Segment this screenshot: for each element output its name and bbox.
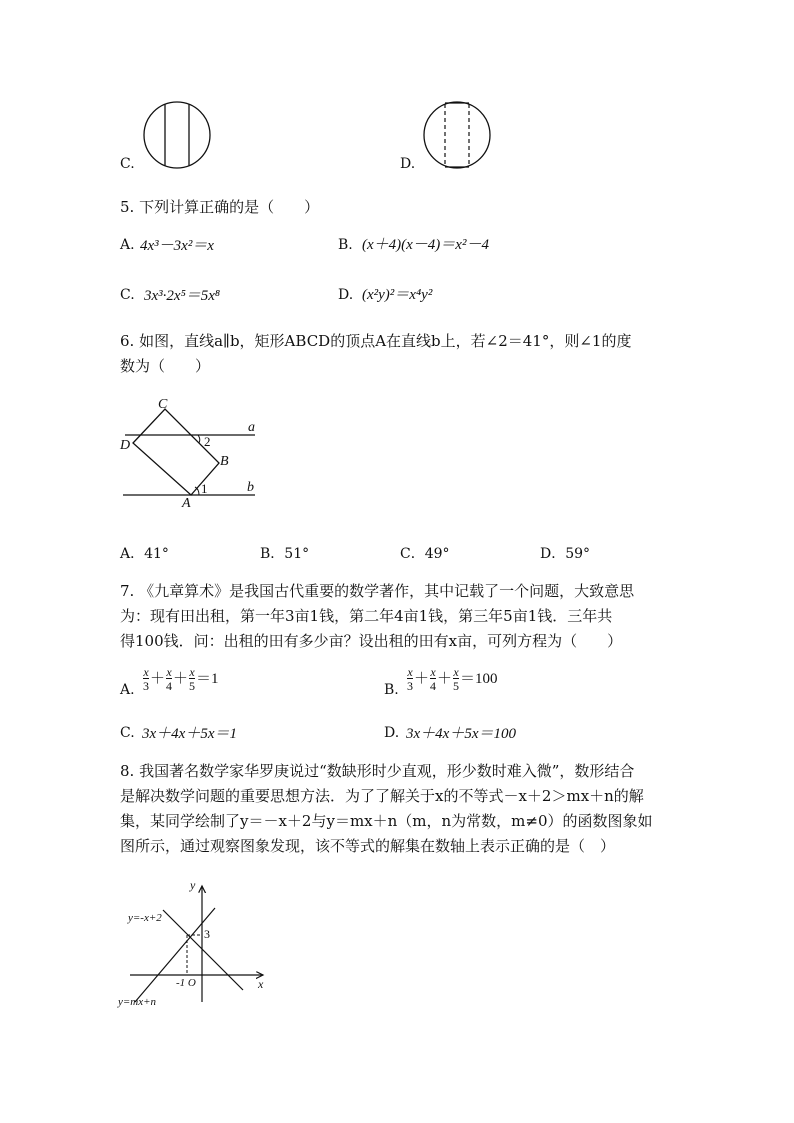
- q5-option-d-label: D.: [338, 287, 354, 303]
- q6-option-d: D．59°: [540, 546, 591, 562]
- q6-option-a: A．41°: [120, 546, 169, 562]
- q6-line-a-label: a: [248, 420, 255, 435]
- q7-option-b-label: B.: [384, 682, 399, 698]
- q6-stem-line1: 6. 如图，直线a∥b，矩形ABCD的顶点A在直线b上，若∠2＝41°，则∠1的度: [120, 332, 632, 350]
- q8-stem-line2: 是解决数学问题的重要思想方法．为了了解关于x的不等式－x＋2＞mx＋n的解: [120, 787, 644, 805]
- q6-label-c: C: [158, 397, 168, 412]
- q7-option-c-expr: 3x＋4x＋5x＝1: [142, 726, 237, 742]
- q4-option-d-label: D.: [400, 156, 416, 172]
- q6-label-d: D: [120, 438, 131, 453]
- q5-stem: 5. 下列计算正确的是（ ）: [120, 198, 320, 216]
- q6-label-a: A: [182, 496, 191, 511]
- q6-line-b-label: b: [247, 480, 254, 495]
- q8-y-axis-label: y: [190, 878, 196, 892]
- q6-label-b: B: [220, 454, 229, 469]
- q7-option-d-expr: 3x＋4x＋5x＝100: [406, 726, 516, 742]
- q7-stem-line3: 得100钱．问：出租的田有多少亩？设出租的田有x亩，可列方程为（ ）: [120, 632, 623, 650]
- q8-stem-line4: 图所示，通过观察图象发现，该不等式的解集在数轴上表示正确的是（ ）: [120, 837, 616, 855]
- q7-option-b-expr: $\frac{x}{3}$ ＋ $\frac{x}{4}$ ＋ $\frac{x}{5}$ ＝100: [407, 665, 498, 693]
- q8-stem-line3: 集，某同学绘制了y＝－x＋2与y＝mx＋n（m，n为常数，m≠0）的函数图象如: [120, 812, 653, 830]
- q4-option-c-figure: [142, 100, 212, 170]
- q5-option-a-label: A.: [120, 237, 135, 253]
- q6-option-b: B．51°: [260, 546, 310, 562]
- q6-angle-2-label: 2: [204, 434, 211, 449]
- q8-function-graph: [115, 880, 275, 1010]
- q8-tick-3: 3: [204, 927, 210, 941]
- q8-tick-neg1-origin: -1 O: [176, 977, 196, 989]
- q8-line2-label: y=mx+n: [118, 996, 157, 1008]
- q7-option-c-label: C.: [120, 725, 135, 741]
- q5-option-c-expr: 3x³·2x⁵＝5x⁸: [144, 288, 221, 304]
- q5-option-b-label: B.: [338, 237, 353, 253]
- q5-option-d-expr: (x²y)²＝x⁴y²: [362, 287, 433, 303]
- q8-stem-line1: 8. 我国著名数学家华罗庚说过“数缺形时少直观，形少数时难入微”，数形结合: [120, 762, 635, 780]
- q7-stem-line2: 为：现有田出租，第一年3亩1钱，第二年4亩1钱，第三年5亩1钱．三年共: [120, 607, 613, 625]
- q6-stem-line2: 数为（ ）: [120, 357, 211, 375]
- q5-option-b-expr: (x＋4)(x－4)＝x²－4: [362, 237, 489, 253]
- q7-option-a-label: A.: [120, 682, 135, 698]
- q5-option-a-expr: 4x³－3x²＝x: [140, 238, 214, 254]
- q5-option-c-label: C.: [120, 287, 135, 303]
- q6-figure: [115, 395, 275, 515]
- q4-option-c-label: C.: [120, 156, 135, 172]
- q7-option-d-label: D.: [384, 725, 400, 741]
- q6-angle-1-label: 1: [201, 481, 208, 496]
- q7-option-a-expr: $\frac{x}{3}$ ＋ $\frac{x}{4}$ ＋ $\frac{x}{5}$ ＝1: [143, 665, 219, 693]
- q8-line1-label: y=-x+2: [128, 912, 162, 924]
- q6-option-c: C．49°: [400, 546, 450, 562]
- q8-x-axis-label: x: [258, 977, 264, 991]
- q7-stem-line1: 7. 《九章算术》是我国古代重要的数学著作，其中记载了一个问题，大致意思: [120, 582, 635, 600]
- q4-option-d-figure: [422, 100, 492, 170]
